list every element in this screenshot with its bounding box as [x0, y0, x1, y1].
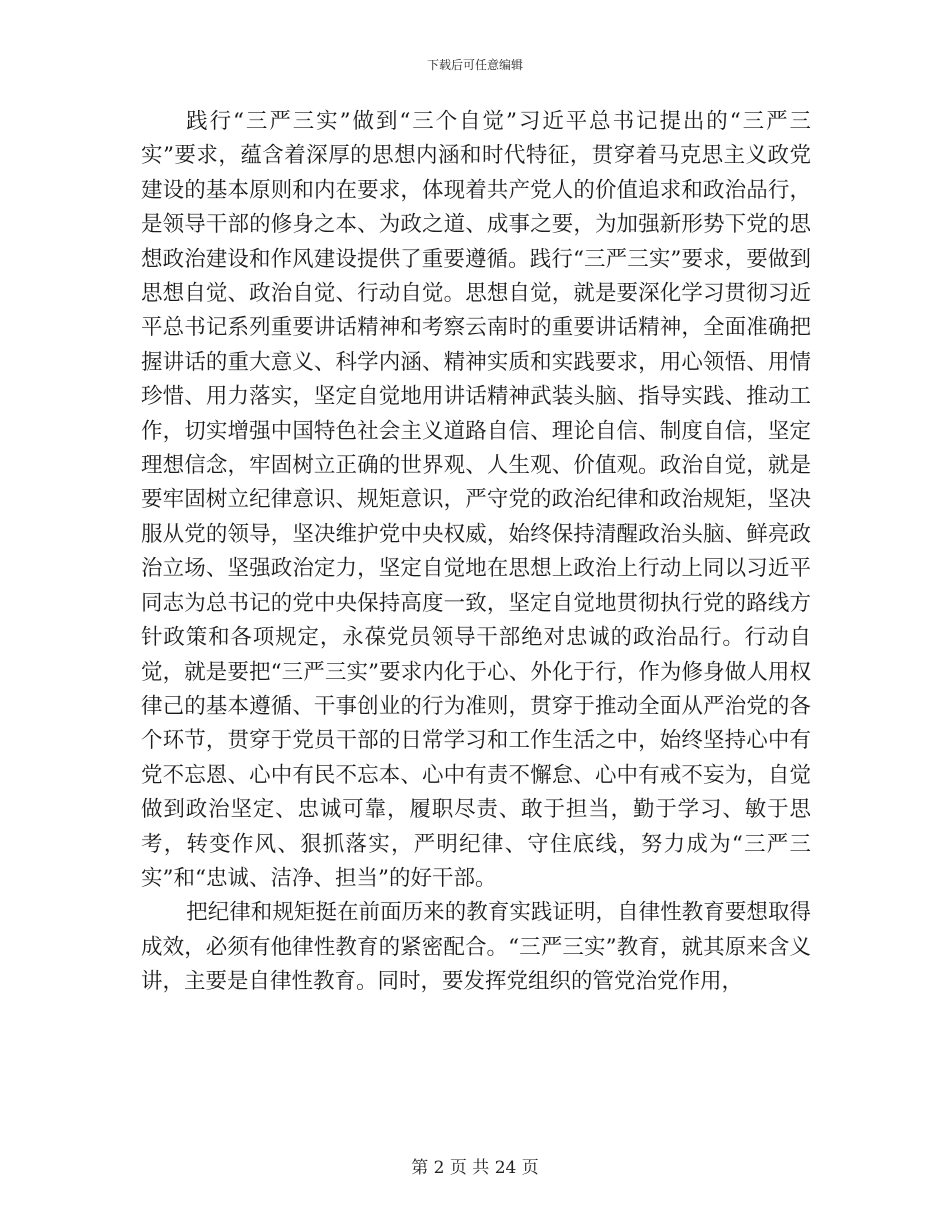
- paragraph-2: 把纪律和规矩挺在前面历来的教育实践证明，自律性教育要想取得成效，必须有他律性教育的紧密配合。“三严三实”教育，就其原来含义讲，主要是自律性教育。同时，要发挥党组织的管党治党作用，: [141, 900, 811, 995]
- document-body: [141, 105, 811, 1000]
- page-header-note: 下载后可任意编辑: [426, 58, 523, 72]
- page-number: 第 2 页 共 24 页: [411, 1158, 539, 1178]
- paragraph-1: 践行“三严三实”做到“三个自觉”习近平总书记提出的“三严三实”要求，蕴含着深厚的思想内涵和时代特征，贯穿着马克思主义政党建设的基本原则和内在要求，体现着共产党人的价值追求和政治品行，是领导干部的修身之本、为政之道、成事之要，为加强新形势下党的思想政治建设和作风建设提供了重要遵循。践行“三严三实”要求，要做到思想自觉、政治自觉、行动自觉。思想自觉，就是要深化学习贯彻习近平总书记系列重要讲话精神和考察云南时的重要讲话精神，全面准确把握讲话的重大意义、科学内涵、精神实质和实践要求，用心领悟、用情珍惜、用力落实，坚定自觉地用讲话精神武装头脑、指导实践、推动工作，切实增强中国特色社会主义道路自信、理论自信、制度自信，坚定理想信念，牢固树立正确的世界观、人生观、价值观。政治自觉，就是要牢固树立纪律意识、规矩意识，严守党的政治纪律和政治规矩，坚决服从党的领导，坚决维护党中央权威，始终保持清醒政治头脑、鲜亮政治立场、坚强政治定力，坚定自觉地在思想上政治上行动上同以习近平同志为总书记的党中央保持高度一致，坚定自觉地贯彻执行党的路线方针政策和各项规定，永葆党员领导干部绝对忠诚的政治品行。行动自觉，就是要把“三严三实”要求内化于心、外化于行，作为修身做人用权律己的基本遵循、干事创业的行为准则，贯穿于推动全面从严治党的各个环节，贯穿于党员干部的日常学习和工作生活之中，始终坚持心中有党不忘恩、心中有民不忘本、心中有责不懈怠、心中有戒不妄为，自觉做到政治坚定、忠诚可靠，履职尽责、敢于担当，勤于学习、敏于思考，转变作风、狠抓落实，严明纪律、守住底线，努力成为“三严三实”和“忠诚、洁净、担当”的好干部。: [141, 109, 811, 891]
